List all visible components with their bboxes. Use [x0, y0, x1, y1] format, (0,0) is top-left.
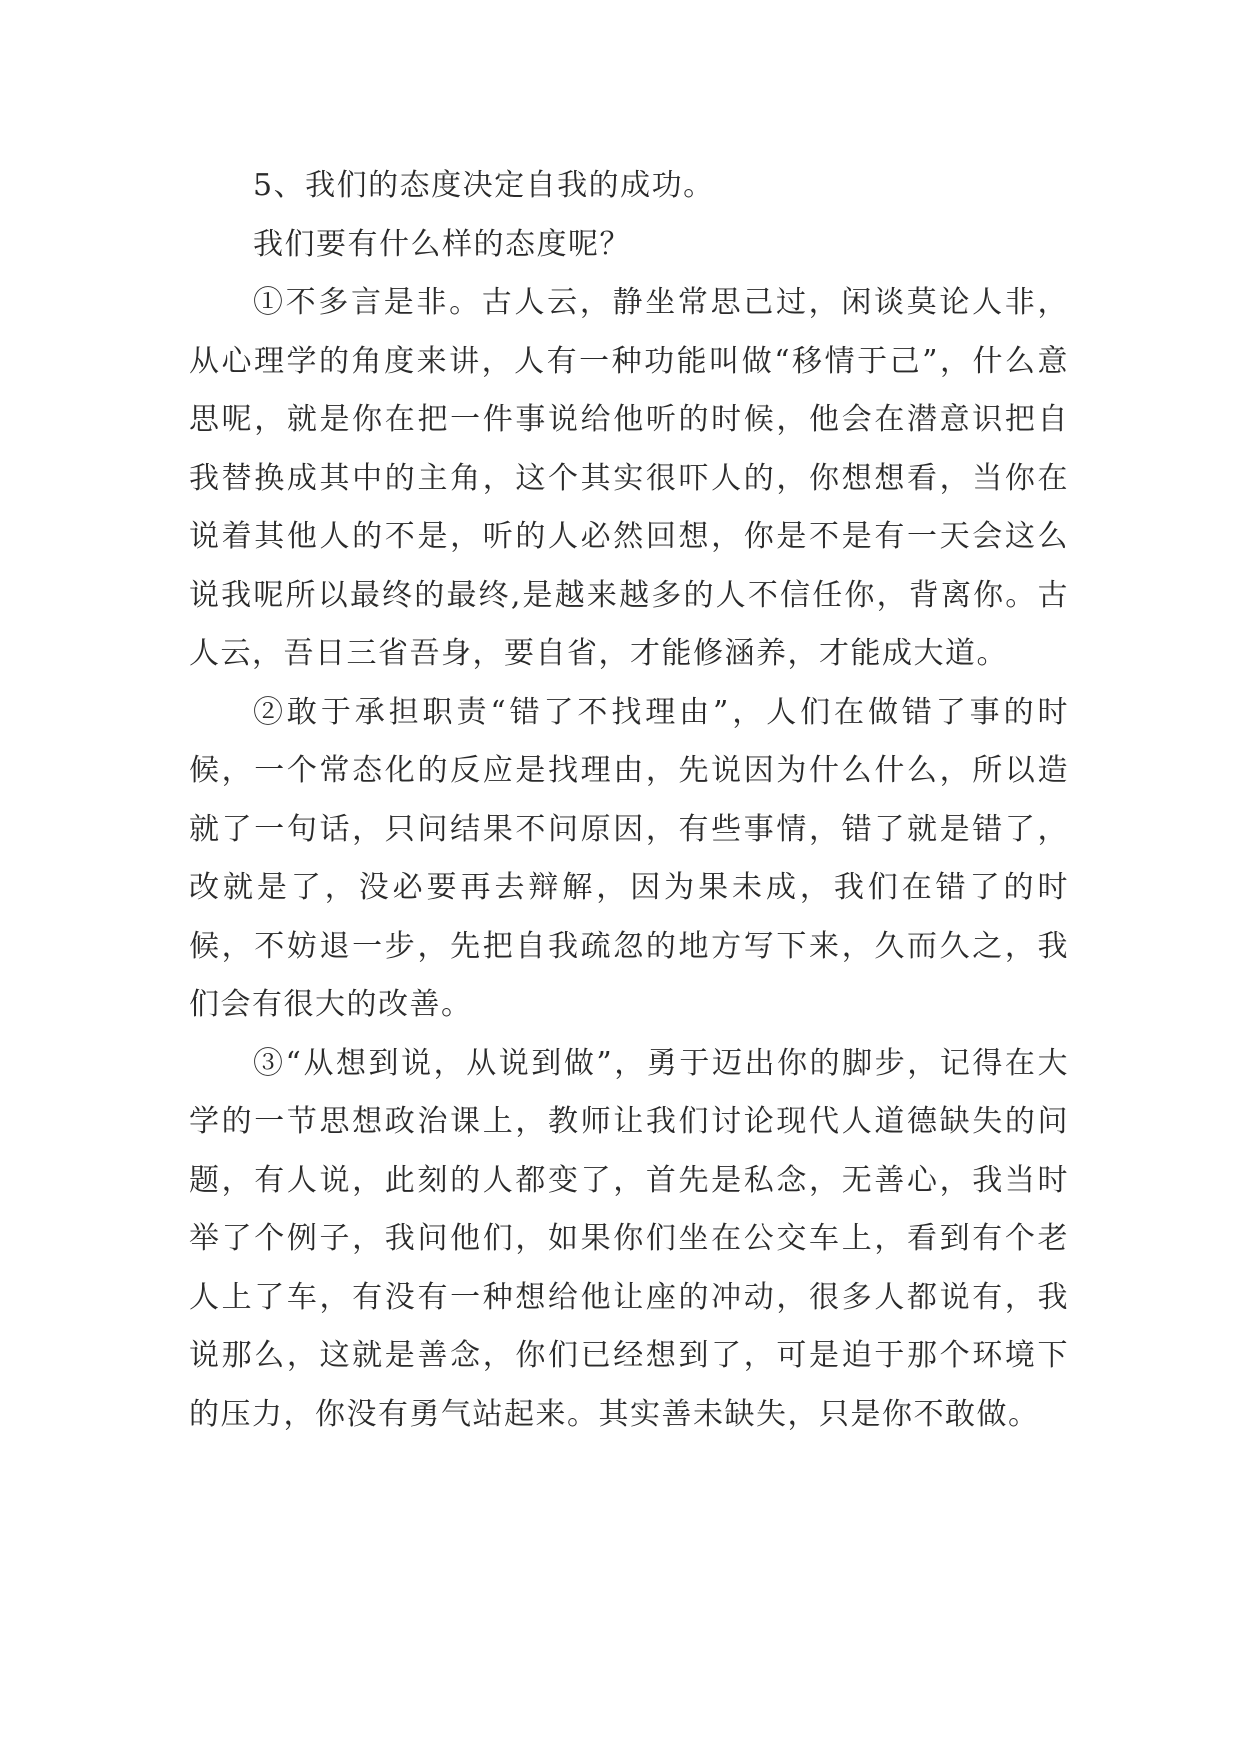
heading-attitude-success: 5、我们的态度决定自我的成功。 [253, 168, 715, 203]
question-what-attitude: 我们要有什么样的态度呢？ [253, 226, 631, 262]
paragraph-point-1: ①不多言是非。古人云，静坐常思己过，闲谈莫论人非，从心理学的角度来讲，人有一种功能叫做“移情于己”，什么意思呢，就是你在把一件事说给他听的时候，他会在潜意识把自我替换成其中的主角，这个其实很吓人的，你想想看，当你在说着其他人的不是，听的人必然回想，你是不是有一天会这么说我呢所以最终的最终,是越来越多的人不信任你，背离你。古人云，吾日三省吾身，要自省，才能修涵养，才能成大道。 [189, 285, 1069, 671]
paragraph-point-3: ③“从想到说，从说到做”，勇于迈出你的脚步，记得在大学的一节思想政治课上，教师让我们讨论现代人道德缺失的问题，有人说，此刻的人都变了，首先是私念，无善心，我当时举了个例子，我问他们，如果你们坐在公交车上，看到有个老人上了车，有没有一种想给他让座的冲动，很多人都说有，我说那么，这就是善念，你们已经想到了，可是迫于那个环境下的压力，你没有勇气站起来。其实善未缺失，只是你不敢做。 [189, 1045, 1069, 1432]
document-body [189, 157, 1069, 1444]
paragraph-point-2: ②敢于承担职责“错了不找理由”，人们在做错了事的时候，一个常态化的反应是找理由，先说因为什么什么，所以造就了一句话，只问结果不问原因，有些事情，错了就是错了，改就是了，没必要再去辩解，因为果未成，我们在错了的时候，不妨退一步，先把自我疏忽的地方写下来，久而久之，我们会有很大的改善。 [189, 694, 1069, 1022]
